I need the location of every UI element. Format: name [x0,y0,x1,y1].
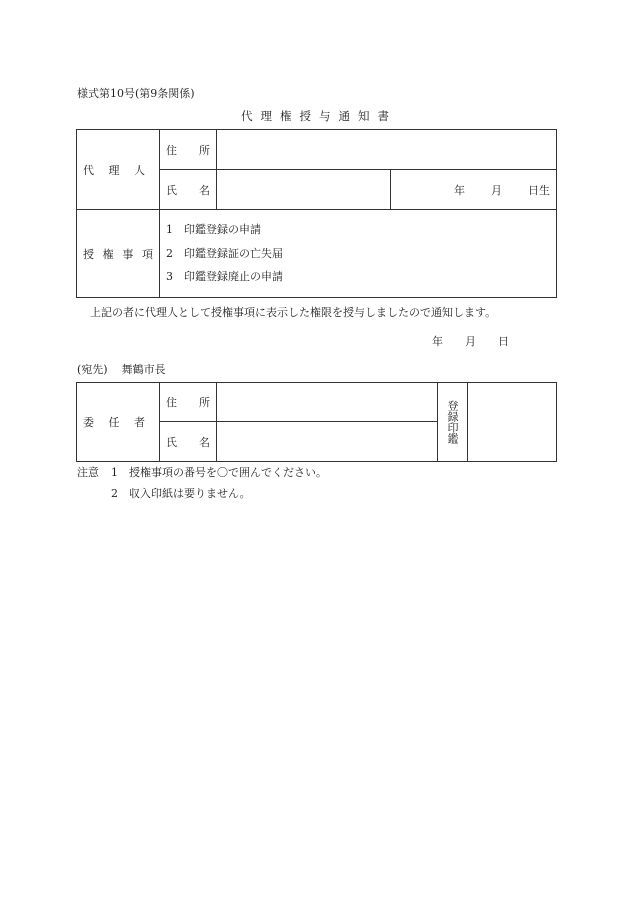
note-label: 注意 [77,466,99,479]
authority-label-char: 項 [141,247,153,261]
form-number: 様式第10号(第9条関係) [77,87,195,100]
agent-label [77,162,159,178]
birthdate-labels [391,182,556,198]
principal-label [77,414,159,430]
note-text: 収入印紙は要りません。 [129,487,251,500]
label-char: 所 [199,143,210,157]
authority-item[interactable] [166,218,556,242]
note-number: 2 [111,487,118,500]
item-number: 3 [166,270,173,284]
label-char: 氏 [166,435,177,449]
principal-name-label [160,434,216,450]
item-text: 印鑑登録の申請 [184,223,261,237]
principal-table [76,382,557,462]
item-text: 印鑑登録証の亡失届 [184,246,283,260]
agent-name-field[interactable] [217,170,391,210]
principal-name-field[interactable] [217,422,438,462]
note-text: 授権事項の番号を〇で囲んでください。 [129,466,327,479]
note-number: 1 [111,466,118,479]
principal-name-label-cell [160,422,217,462]
authority-label-cell [77,210,160,298]
notice-year-label: 年 [432,335,443,348]
principal-label-char: 者 [134,416,145,429]
agent-birthdate-field[interactable] [391,170,557,210]
notice-day-label: 日 [498,335,509,348]
birth-year-label: 年 [454,183,465,197]
agent-label-char: 理 [108,163,120,177]
label-char: 所 [199,396,210,409]
principal-label-cell [77,383,160,462]
principal-address-label [160,394,216,410]
agent-table [76,129,557,298]
seal-label-cell [438,383,468,462]
authority-label [77,246,159,262]
note-item [77,485,251,501]
notice-month-label: 月 [465,335,476,348]
label-char: 名 [199,183,210,197]
authority-items-cell [160,210,557,298]
agent-label-char: 人 [134,163,145,177]
statement-text: 上記の者に代理人として授権事項に表示した権限を授与しましたので通知します。 [90,306,497,319]
birth-month-label: 月 [491,183,502,197]
agent-name-label [160,182,216,198]
label-char: 住 [166,396,177,409]
seal-label: 登録印鑑 [446,400,459,444]
document-title: 代理権授与通知書 [241,109,397,123]
authority-item[interactable] [166,242,556,266]
addressee-prefix: (宛先) [77,363,108,376]
agent-address-field[interactable] [217,130,557,170]
item-text: 印鑑登録廃止の申請 [184,270,283,284]
agent-name-label-cell [160,170,217,210]
label-char: 氏 [166,183,177,197]
birth-day-label: 日生 [528,183,550,197]
addressee-name: 舞鶴市長 [121,363,166,376]
addressee [77,361,166,377]
authority-label-char: 権 [102,247,114,261]
authority-items [160,212,556,295]
principal-address-field[interactable] [217,383,438,422]
label-char: 住 [166,143,177,157]
notice-date[interactable] [432,333,509,349]
agent-address-label-cell [160,130,217,170]
note-item [77,464,327,480]
agent-label-char: 代 [83,163,94,177]
agent-label-cell [77,130,160,210]
principal-label-char: 任 [108,416,120,429]
item-number: 1 [166,223,173,237]
authority-item[interactable] [166,265,556,289]
seal-field[interactable] [468,383,557,462]
principal-address-label-cell [160,383,217,422]
label-char: 名 [199,435,210,449]
agent-address-label [160,142,216,158]
item-number: 2 [166,246,173,260]
principal-label-char: 委 [83,416,94,429]
authority-label-char: 授 [83,247,94,261]
authority-label-char: 事 [122,247,134,261]
